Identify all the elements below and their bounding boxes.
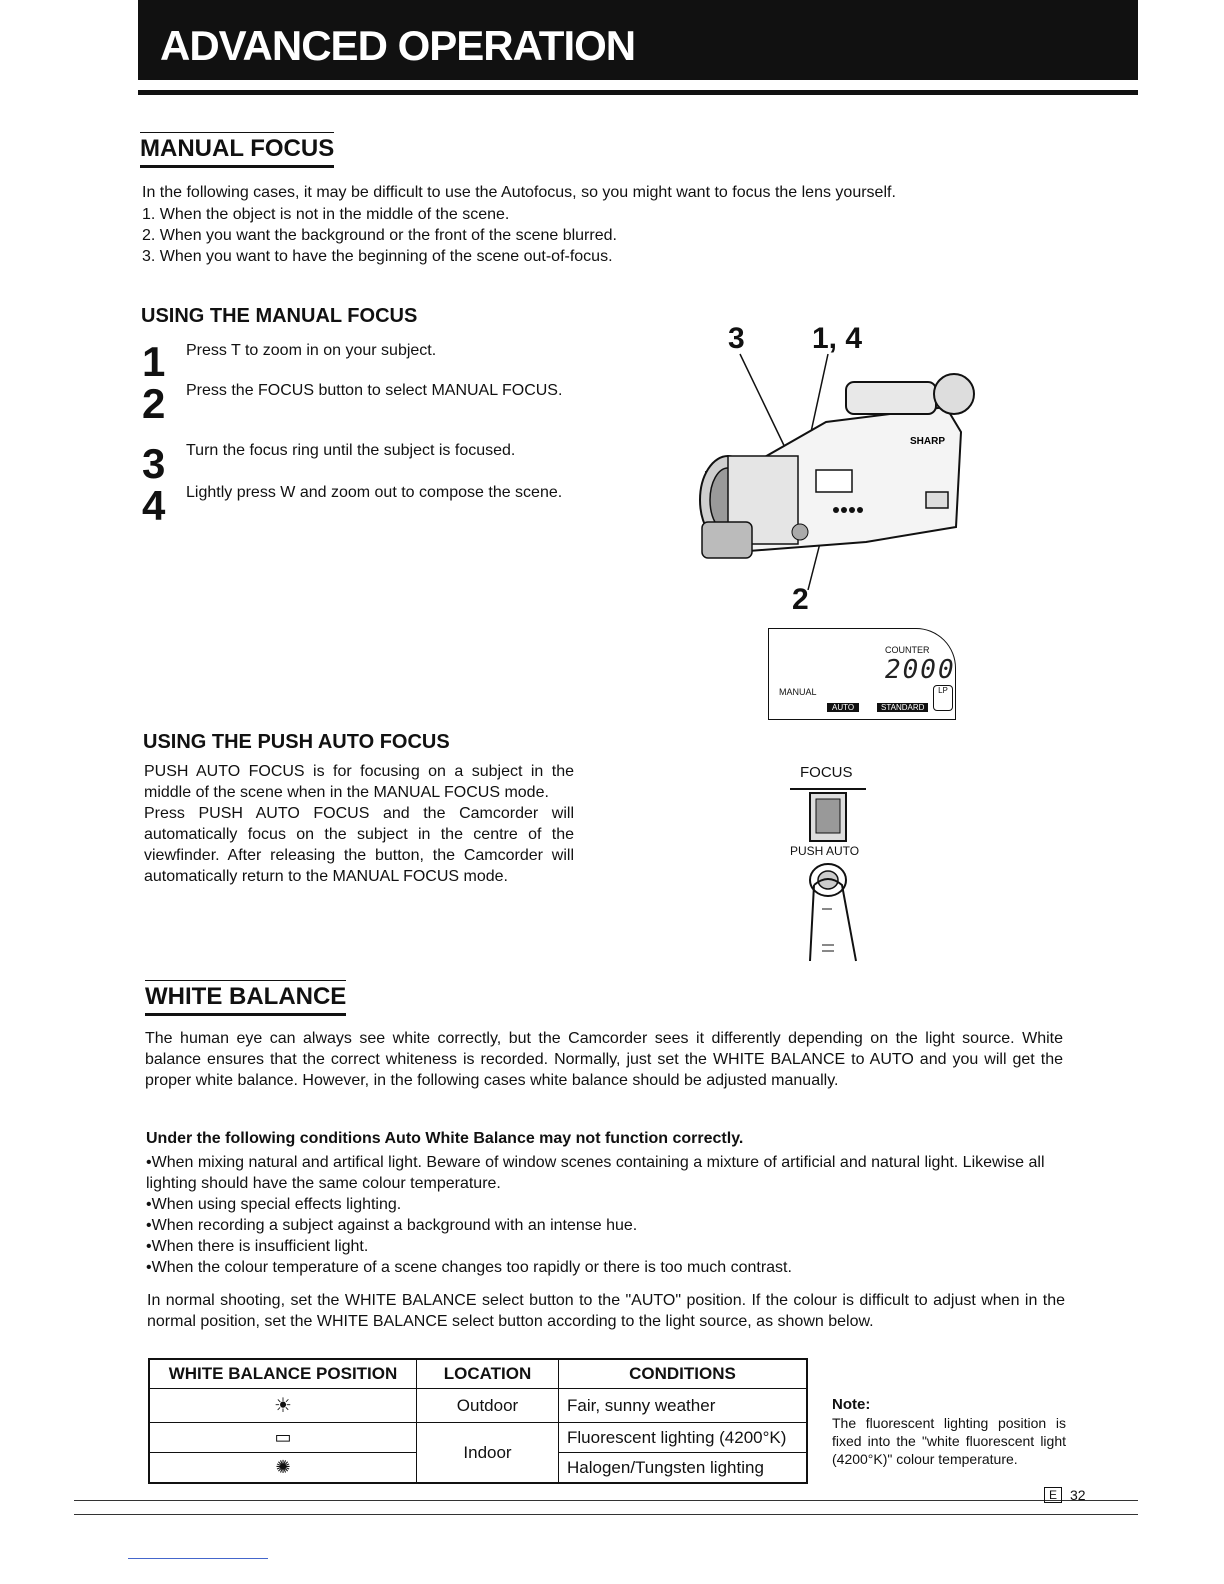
table-cell: Halogen/Tungsten lighting xyxy=(559,1453,808,1484)
note-text: The fluorescent lighting position is fixed into the "white fluorescent light (4200°K)" colour temperature. xyxy=(832,1415,1066,1467)
fluorescent-icon: ▭ xyxy=(149,1423,417,1453)
condition-item: •When mixing natural and artifical light. Beware of window scenes containing a mixture of artificial and natural light. Likewise all lighting should have the same colour temperature. xyxy=(146,1154,1045,1192)
column-header: CONDITIONS xyxy=(559,1359,808,1389)
conditions-list xyxy=(146,1152,1066,1278)
case-item: 2. When you want the background or the front of the scene blurred. xyxy=(142,227,617,244)
camcorder-illustration xyxy=(676,352,986,592)
table-cell: Fluorescent lighting (4200°K) xyxy=(559,1423,808,1453)
header-banner xyxy=(138,0,1138,80)
manual-focus-intro: In the following cases, it may be difficult to use the Autofocus, so you might want to focus the lens yourself. xyxy=(142,184,896,201)
footer-rule xyxy=(74,1514,1138,1515)
step-item xyxy=(142,380,582,440)
step-item xyxy=(142,440,582,487)
white-balance-heading: WHITE BALANCE xyxy=(145,980,346,1016)
callout-3: 3 xyxy=(728,322,745,355)
push-auto-illustration xyxy=(786,785,872,965)
manual-focus-cases xyxy=(142,204,842,267)
table-cell: Fair, sunny weather xyxy=(559,1389,808,1423)
step-number: 1 xyxy=(142,338,166,385)
step-item xyxy=(142,482,582,532)
white-balance-intro: The human eye can always see white correctly, but the Camcorder sees it differently depending on the light source. White balance ensures that the correct whiteness is recorded. Normally, just set the WHITE BALANCE to AUTO and you will get the proper white balance. However, in the following cases white balance should be adjusted manually. xyxy=(145,1030,1063,1089)
using-manual-focus-heading: USING THE MANUAL FOCUS xyxy=(141,305,418,327)
standard-indicator: STANDARD xyxy=(877,703,928,712)
push-auto-paragraph: Press PUSH AUTO FOCUS and the Camcorder will automatically focus on the subject in the centre of the viewfinder. After releasing the button, the Camcorder will automatically return to the MANUAL FOCUS mode. xyxy=(144,805,574,885)
manual-indicator: MANUAL xyxy=(779,687,817,697)
table-header-row xyxy=(149,1359,807,1389)
halogen-bulb-icon: ✺ xyxy=(149,1453,417,1484)
step-item xyxy=(142,338,582,385)
push-auto-text xyxy=(144,761,574,887)
step-number: 2 xyxy=(142,380,166,427)
normal-shooting-text: In normal shooting, set the WHITE BALANCE select button to the "AUTO" position. If the colour is difficult to adjust when in the normal position, set the WHITE BALANCE select button according to the light source, as shown below. xyxy=(147,1292,1065,1330)
step-text: Press T to zoom in on your subject. xyxy=(186,342,437,359)
manual-focus-heading: MANUAL FOCUS xyxy=(140,132,334,168)
page-marker: E xyxy=(1044,1487,1062,1503)
header-rule xyxy=(138,90,1138,95)
table-cell: Indoor xyxy=(417,1423,559,1484)
step-list xyxy=(142,340,582,532)
condition-item: •When recording a subject against a background with an intense hue. xyxy=(146,1217,638,1234)
column-header: LOCATION xyxy=(417,1359,559,1389)
counter-label: COUNTER xyxy=(885,645,930,655)
table-cell: Outdoor xyxy=(417,1389,559,1423)
push-auto-label: PUSH AUTO xyxy=(790,844,860,858)
step-number: 3 xyxy=(142,440,166,487)
focus-label: FOCUS xyxy=(800,764,853,781)
push-auto-paragraph: PUSH AUTO FOCUS is for focusing on a subject in the middle of the scene when in the MANUAL FOCUS mode. xyxy=(144,763,574,801)
conditions-heading: Under the following conditions Auto White Balance may not function correctly. xyxy=(146,1130,744,1147)
page-title: ADVANCED OPERATION xyxy=(160,22,636,69)
counter-value: 2000 xyxy=(885,655,956,685)
sun-icon: ☀ xyxy=(149,1389,417,1423)
step-text: Lightly press W and zoom out to compose the scene. xyxy=(186,484,563,501)
case-item: 3. When you want to have the beginning of the scene out-of-focus. xyxy=(142,248,613,265)
auto-indicator: AUTO xyxy=(827,703,859,712)
step-number: 4 xyxy=(142,482,166,529)
step-text: Turn the focus ring until the subject is focused. xyxy=(186,442,516,459)
lp-indicator: LP xyxy=(933,685,953,711)
column-header: WHITE BALANCE POSITION xyxy=(149,1359,417,1389)
footer-rule xyxy=(74,1500,1138,1501)
footer-link-line xyxy=(128,1558,268,1559)
callout-2: 2 xyxy=(792,583,809,616)
condition-item: •When the colour temperature of a scene changes too rapidly or there is too much contrast. xyxy=(146,1259,792,1276)
page-number: 32 xyxy=(1070,1487,1086,1503)
callout-1-4: 1, 4 xyxy=(812,322,863,355)
white-balance-table xyxy=(148,1358,808,1484)
case-item: 1. When the object is not in the middle of the scene. xyxy=(142,206,510,223)
table-row xyxy=(149,1389,807,1423)
step-text: Press the FOCUS button to select MANUAL FOCUS. xyxy=(186,382,563,399)
brand-label: SHARP xyxy=(910,436,946,447)
table-row xyxy=(149,1423,807,1453)
push-auto-heading: USING THE PUSH AUTO FOCUS xyxy=(143,731,450,753)
condition-item: •When using special effects lighting. xyxy=(146,1196,402,1213)
display-panel xyxy=(768,628,956,720)
condition-item: •When there is insufficient light. xyxy=(146,1238,369,1255)
note-label: Note: xyxy=(832,1396,871,1413)
